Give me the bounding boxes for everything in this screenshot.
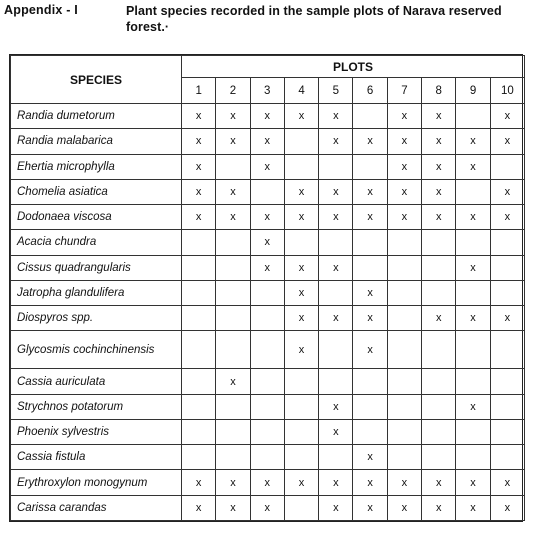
presence-mark-cell — [319, 154, 353, 179]
document-header — [0, 0, 535, 50]
presence-mark-cell — [456, 179, 490, 204]
presence-mark-cell: x — [490, 205, 524, 230]
presence-mark-cell: x — [284, 255, 318, 280]
presence-mark-cell — [490, 154, 524, 179]
presence-mark-cell: x — [319, 394, 353, 419]
presence-mark-cell: x — [319, 179, 353, 204]
species-name-cell: Randia dumetorum — [11, 104, 182, 129]
presence-mark-cell: x — [182, 129, 216, 154]
presence-mark-cell: x — [182, 154, 216, 179]
presence-mark-cell — [387, 369, 421, 394]
table-row — [11, 154, 525, 179]
presence-mark-cell — [353, 104, 387, 129]
species-name-cell: Cassia fistula — [11, 445, 182, 470]
presence-mark-cell: x — [353, 495, 387, 520]
species-name-cell: Randia malabarica — [11, 129, 182, 154]
species-table-frame — [9, 54, 523, 522]
presence-mark-cell: x — [422, 129, 456, 154]
presence-mark-cell: x — [422, 104, 456, 129]
presence-mark-cell: x — [250, 205, 284, 230]
presence-mark-cell — [456, 331, 490, 369]
presence-mark-cell — [319, 331, 353, 369]
presence-mark-cell — [216, 154, 250, 179]
table-row — [11, 369, 525, 394]
plots-column-header: PLOTS — [182, 56, 525, 78]
presence-mark-cell: x — [422, 154, 456, 179]
presence-mark-cell: x — [490, 104, 524, 129]
presence-mark-cell — [353, 369, 387, 394]
presence-mark-cell: x — [284, 104, 318, 129]
presence-mark-cell: x — [353, 331, 387, 369]
presence-mark-cell — [422, 369, 456, 394]
species-name-cell: Strychnos potatorum — [11, 394, 182, 419]
species-name-cell: Dodonaea viscosa — [11, 205, 182, 230]
presence-mark-cell: x — [490, 179, 524, 204]
presence-mark-cell — [182, 445, 216, 470]
presence-mark-cell: x — [353, 205, 387, 230]
presence-mark-cell: x — [456, 129, 490, 154]
presence-mark-cell — [490, 369, 524, 394]
species-plots-table — [10, 55, 525, 521]
presence-mark-cell: x — [319, 255, 353, 280]
presence-mark-cell: x — [250, 470, 284, 495]
presence-mark-cell — [250, 306, 284, 331]
species-name-cell: Ehertia microphylla — [11, 154, 182, 179]
presence-mark-cell — [456, 445, 490, 470]
table-row — [11, 129, 525, 154]
table-row — [11, 104, 525, 129]
presence-mark-cell: x — [250, 154, 284, 179]
presence-mark-cell — [387, 255, 421, 280]
presence-mark-cell: x — [490, 470, 524, 495]
presence-mark-cell: x — [387, 470, 421, 495]
presence-mark-cell: x — [456, 154, 490, 179]
table-row — [11, 179, 525, 204]
presence-mark-cell — [216, 394, 250, 419]
presence-mark-cell: x — [422, 470, 456, 495]
presence-mark-cell — [387, 394, 421, 419]
presence-mark-cell — [182, 419, 216, 444]
presence-mark-cell — [216, 230, 250, 255]
presence-mark-cell — [490, 445, 524, 470]
presence-mark-cell — [353, 230, 387, 255]
presence-mark-cell — [216, 280, 250, 305]
plot-number-header: 5 — [319, 78, 353, 104]
presence-mark-cell: x — [387, 495, 421, 520]
table-row — [11, 331, 525, 369]
presence-mark-cell — [284, 445, 318, 470]
presence-mark-cell: x — [216, 129, 250, 154]
presence-mark-cell — [182, 331, 216, 369]
presence-mark-cell — [387, 445, 421, 470]
presence-mark-cell: x — [319, 104, 353, 129]
presence-mark-cell: x — [216, 205, 250, 230]
plot-number-header: 6 — [353, 78, 387, 104]
presence-mark-cell — [284, 154, 318, 179]
species-name-cell: Chomelia asiatica — [11, 179, 182, 204]
species-name-cell: Acacia chundra — [11, 230, 182, 255]
presence-mark-cell: x — [456, 394, 490, 419]
presence-mark-cell — [353, 394, 387, 419]
presence-mark-cell — [422, 255, 456, 280]
presence-mark-cell — [216, 306, 250, 331]
presence-mark-cell: x — [422, 495, 456, 520]
table-row — [11, 470, 525, 495]
presence-mark-cell: x — [182, 205, 216, 230]
presence-mark-cell — [490, 419, 524, 444]
presence-mark-cell: x — [216, 470, 250, 495]
presence-mark-cell — [387, 331, 421, 369]
presence-mark-cell: x — [387, 104, 421, 129]
species-name-cell: Cassia auriculata — [11, 369, 182, 394]
presence-mark-cell — [490, 331, 524, 369]
presence-mark-cell — [456, 104, 490, 129]
presence-mark-cell — [422, 445, 456, 470]
presence-mark-cell — [182, 306, 216, 331]
presence-mark-cell: x — [284, 280, 318, 305]
presence-mark-cell: x — [250, 129, 284, 154]
plot-number-header: 10 — [490, 78, 524, 104]
presence-mark-cell — [319, 369, 353, 394]
appendix-label: Appendix - I — [4, 3, 78, 17]
presence-mark-cell — [216, 419, 250, 444]
presence-mark-cell — [250, 445, 284, 470]
presence-mark-cell: x — [387, 179, 421, 204]
species-name-cell: Glycosmis cochinchinensis — [11, 331, 182, 369]
header-row-top — [11, 56, 525, 78]
presence-mark-cell: x — [353, 129, 387, 154]
presence-mark-cell — [250, 179, 284, 204]
presence-mark-cell — [182, 369, 216, 394]
presence-mark-cell — [284, 369, 318, 394]
presence-mark-cell — [216, 255, 250, 280]
plot-number-header: 8 — [422, 78, 456, 104]
presence-mark-cell: x — [456, 205, 490, 230]
presence-mark-cell: x — [216, 179, 250, 204]
presence-mark-cell: x — [319, 470, 353, 495]
presence-mark-cell — [182, 394, 216, 419]
presence-mark-cell: x — [284, 331, 318, 369]
presence-mark-cell: x — [216, 104, 250, 129]
plot-number-header: 4 — [284, 78, 318, 104]
presence-mark-cell — [182, 230, 216, 255]
presence-mark-cell: x — [319, 205, 353, 230]
presence-mark-cell: x — [182, 470, 216, 495]
presence-mark-cell — [284, 419, 318, 444]
presence-mark-cell: x — [182, 179, 216, 204]
plot-number-header: 1 — [182, 78, 216, 104]
presence-mark-cell: x — [490, 495, 524, 520]
presence-mark-cell: x — [456, 495, 490, 520]
presence-mark-cell — [182, 280, 216, 305]
presence-mark-cell: x — [422, 179, 456, 204]
presence-mark-cell: x — [284, 306, 318, 331]
presence-mark-cell — [319, 230, 353, 255]
species-name-cell: Jatropha glandulifera — [11, 280, 182, 305]
presence-mark-cell — [250, 331, 284, 369]
presence-mark-cell — [387, 230, 421, 255]
plot-number-header: 3 — [250, 78, 284, 104]
table-row — [11, 495, 525, 520]
table-caption — [126, 3, 526, 35]
presence-mark-cell — [387, 280, 421, 305]
presence-mark-cell: x — [284, 179, 318, 204]
caption-line-2: forest.· — [126, 20, 170, 34]
presence-mark-cell — [319, 280, 353, 305]
presence-mark-cell — [250, 419, 284, 444]
presence-mark-cell — [353, 154, 387, 179]
presence-mark-cell — [490, 230, 524, 255]
presence-mark-cell — [387, 419, 421, 444]
species-column-header: SPECIES — [11, 56, 182, 104]
presence-mark-cell — [250, 280, 284, 305]
presence-mark-cell — [284, 495, 318, 520]
presence-mark-cell: x — [353, 470, 387, 495]
presence-mark-cell — [387, 306, 421, 331]
presence-mark-cell: x — [319, 495, 353, 520]
presence-mark-cell: x — [456, 306, 490, 331]
presence-mark-cell: x — [387, 129, 421, 154]
presence-mark-cell: x — [182, 495, 216, 520]
presence-mark-cell — [250, 369, 284, 394]
species-name-cell: Phoenix sylvestris — [11, 419, 182, 444]
presence-mark-cell: x — [456, 470, 490, 495]
presence-mark-cell: x — [422, 205, 456, 230]
presence-mark-cell: x — [353, 179, 387, 204]
presence-mark-cell: x — [422, 306, 456, 331]
presence-mark-cell — [353, 419, 387, 444]
presence-mark-cell: x — [250, 230, 284, 255]
plot-number-header: 9 — [456, 78, 490, 104]
species-name-cell: Diospyros spp. — [11, 306, 182, 331]
presence-mark-cell — [456, 280, 490, 305]
table-row — [11, 205, 525, 230]
presence-mark-cell — [422, 331, 456, 369]
presence-mark-cell: x — [216, 369, 250, 394]
presence-mark-cell: x — [456, 255, 490, 280]
plot-number-header: 7 — [387, 78, 421, 104]
presence-mark-cell: x — [319, 419, 353, 444]
table-row — [11, 394, 525, 419]
table-row — [11, 230, 525, 255]
presence-mark-cell — [422, 419, 456, 444]
presence-mark-cell: x — [250, 104, 284, 129]
species-name-cell: Carissa carandas — [11, 495, 182, 520]
presence-mark-cell — [284, 394, 318, 419]
presence-mark-cell: x — [353, 306, 387, 331]
table-row — [11, 280, 525, 305]
presence-mark-cell — [490, 255, 524, 280]
table-row — [11, 306, 525, 331]
presence-mark-cell — [456, 230, 490, 255]
presence-mark-cell: x — [284, 470, 318, 495]
presence-mark-cell: x — [250, 495, 284, 520]
presence-mark-cell: x — [490, 129, 524, 154]
presence-mark-cell — [422, 394, 456, 419]
presence-mark-cell: x — [182, 104, 216, 129]
presence-mark-cell — [422, 280, 456, 305]
species-name-cell: Erythroxylon monogynum — [11, 470, 182, 495]
presence-mark-cell — [284, 129, 318, 154]
presence-mark-cell — [353, 255, 387, 280]
presence-mark-cell — [284, 230, 318, 255]
presence-mark-cell — [216, 445, 250, 470]
presence-mark-cell — [250, 394, 284, 419]
presence-mark-cell: x — [319, 306, 353, 331]
presence-mark-cell: x — [216, 495, 250, 520]
presence-mark-cell — [216, 331, 250, 369]
table-body — [11, 104, 525, 521]
plot-number-header: 2 — [216, 78, 250, 104]
presence-mark-cell: x — [387, 154, 421, 179]
presence-mark-cell — [456, 419, 490, 444]
presence-mark-cell: x — [250, 255, 284, 280]
species-name-cell: Cissus quadrangularis — [11, 255, 182, 280]
table-row — [11, 255, 525, 280]
presence-mark-cell — [182, 255, 216, 280]
presence-mark-cell: x — [284, 205, 318, 230]
presence-mark-cell: x — [353, 445, 387, 470]
table-row — [11, 445, 525, 470]
presence-mark-cell — [319, 445, 353, 470]
presence-mark-cell — [456, 369, 490, 394]
table-row — [11, 419, 525, 444]
presence-mark-cell: x — [387, 205, 421, 230]
presence-mark-cell — [490, 394, 524, 419]
presence-mark-cell: x — [490, 306, 524, 331]
presence-mark-cell — [490, 280, 524, 305]
caption-line-1: Plant species recorded in the sample plots of Narava reserved — [126, 4, 502, 18]
presence-mark-cell — [422, 230, 456, 255]
presence-mark-cell: x — [353, 280, 387, 305]
presence-mark-cell: x — [319, 129, 353, 154]
